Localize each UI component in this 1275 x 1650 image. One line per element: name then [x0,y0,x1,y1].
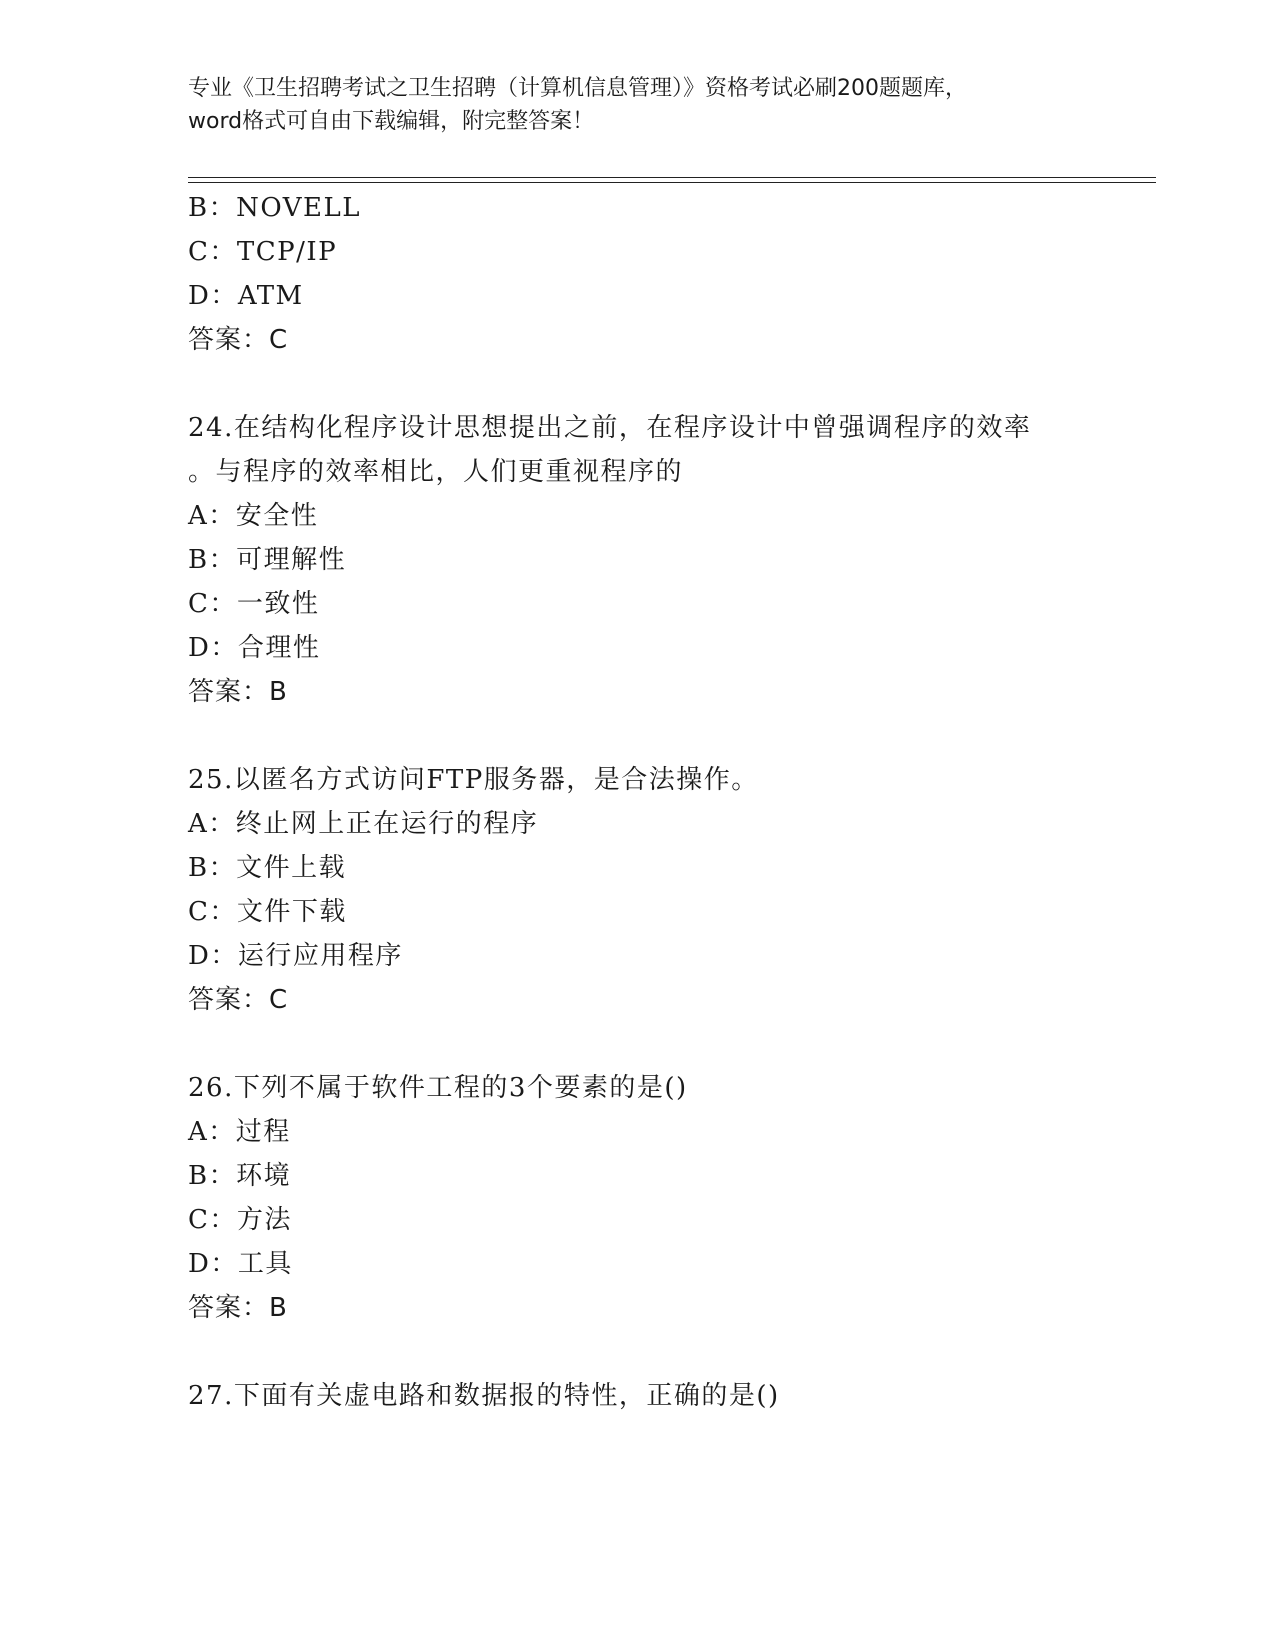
answer-line: 答案：B [188,1293,288,1323]
option-a: A：终止网上正在运行的程序 [188,809,539,839]
header-divider-bottom [188,182,1156,183]
header-line-1: 专业《卫生招聘考试之卫生招聘（计算机信息管理）》资格考试必刷200题题库， [188,76,967,101]
answer-line: 答案：B [188,677,288,707]
question-stem: 24.在结构化程序设计思想提出之前，在程序设计中曾强调程序的效率 [188,413,1032,443]
question-stem-continued: 。与程序的效率相比，人们更重视程序的 [188,457,684,487]
option-c: C：TCP/IP [188,237,338,267]
question-stem: 26.下列不属于软件工程的3个要素的是() [188,1073,688,1103]
question-stem: 27.下面有关虚电路和数据报的特性，正确的是() [188,1381,780,1411]
option-c: C：文件下载 [188,897,347,927]
option-a: A：安全性 [188,501,319,531]
answer-line: 答案：C [188,325,289,355]
option-a: A：过程 [188,1117,291,1147]
option-b: B：环境 [188,1161,292,1191]
option-d: D：工具 [188,1249,293,1279]
header-line-2: word格式可自由下载编辑，附完整答案！ [188,109,595,134]
option-d: D：ATM [188,281,304,311]
document-header [188,72,1088,138]
question-stem: 25.以匿名方式访问FTP服务器，是合法操作。 [188,765,759,795]
header-divider-top [188,177,1156,178]
answer-line: 答案：C [188,985,289,1015]
option-d: D：运行应用程序 [188,941,403,971]
option-d: D：合理性 [188,633,321,663]
option-c: C：一致性 [188,589,320,619]
option-b: B：NOVELL [188,193,362,223]
option-c: C：方法 [188,1205,292,1235]
option-b: B：文件上载 [188,853,347,883]
option-b: B：可理解性 [188,545,347,575]
